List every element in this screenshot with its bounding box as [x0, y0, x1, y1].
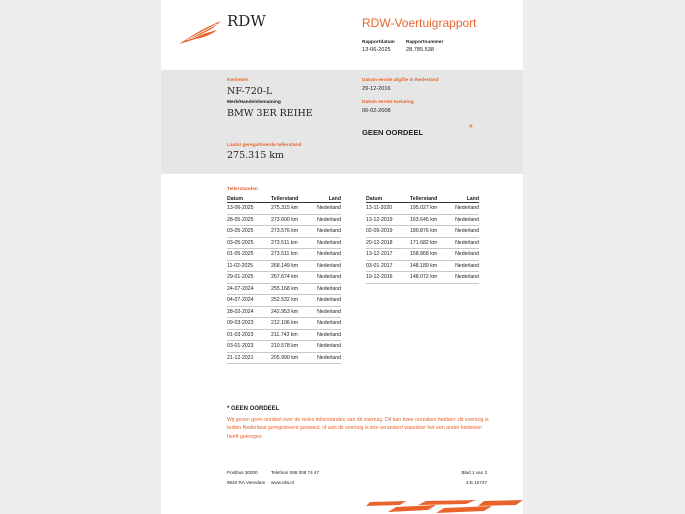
reading-country: Nederland [315, 283, 341, 295]
table-row [366, 260, 479, 272]
table-row [227, 329, 341, 341]
col-country-header: Land [315, 195, 341, 203]
report-page [161, 0, 523, 514]
report-number: 28.785.538 [406, 47, 434, 53]
decorative-stripes-icon [366, 499, 523, 514]
report-number-label: Rapportnummer [406, 40, 444, 45]
table-row [227, 249, 341, 261]
table-row [227, 272, 341, 284]
reading-country: Nederland [315, 341, 341, 353]
model-value: BMW 3ER REIHE [227, 108, 313, 119]
reading-country: Nederland [454, 237, 479, 249]
table-row [227, 341, 341, 353]
table-row [227, 260, 341, 272]
reading-country: Nederland [315, 237, 341, 249]
table-row [366, 237, 479, 249]
report-title: RDW-Voertuigrapport [362, 16, 477, 30]
note-text: Wij geven geen oordeel over de reeks tellerstanden van dit voertuig. Dit kan twee oorzaken hebben: dit voertuig is buiten Nederland geregistreerd geweest, of aan dit voertuig is iets veranderd waardoor het een ander kenteken heeft gekregen. [227, 417, 489, 440]
readings-table-right [366, 195, 479, 284]
reading-country: Nederland [454, 272, 479, 284]
footer-postbus: Postbus 30000 [227, 470, 258, 475]
table-row [366, 272, 479, 284]
col-date-header: Datum [227, 195, 271, 203]
table-row [366, 226, 479, 238]
col-odometer-header: Tellerstand [410, 195, 454, 203]
reading-country: Nederland [454, 260, 479, 272]
reading-date: 03-05-2025 [227, 226, 271, 238]
table-row [366, 203, 479, 215]
table-row [227, 283, 341, 295]
reading-odometer: 158.868 km [410, 249, 454, 261]
table-row [227, 295, 341, 307]
reading-date: 24-07-2024 [227, 283, 271, 295]
odometer-value: 275.315 km [227, 150, 285, 161]
footer-phone: Telefoon 088 008 74 47 [271, 470, 320, 475]
note-title: * GEEN OORDEEL [227, 406, 280, 412]
table-header-row [227, 195, 341, 203]
first-admission-label: Datum eerste toelating [362, 100, 414, 105]
reading-country: Nederland [315, 329, 341, 341]
reading-date: 03-01-2023 [227, 341, 271, 353]
plate-value: NF-720-L [227, 86, 273, 97]
reading-odometer: 242.953 km [271, 306, 315, 318]
table-row [227, 203, 341, 215]
reading-date: 04-07-2024 [227, 295, 271, 307]
table-row [366, 214, 479, 226]
reading-date: 13-12-2017 [366, 249, 410, 261]
reading-date: 19-12-2016 [366, 272, 410, 284]
reading-odometer: 273.576 km [271, 226, 315, 238]
table-row [227, 306, 341, 318]
table-row [227, 318, 341, 330]
model-label: Merk/Handelsbenaming [227, 100, 281, 105]
reading-date: 28-02-2024 [227, 306, 271, 318]
reading-country: Nederland [454, 203, 479, 215]
reading-country: Nederland [315, 272, 341, 284]
first-nl-value: 29-12-2016 [362, 86, 391, 92]
reading-date: 20-12-2018 [366, 237, 410, 249]
reading-date: 11-02-2025 [227, 260, 271, 272]
reading-country: Nederland [454, 214, 479, 226]
reading-odometer: 148.072 km [410, 272, 454, 284]
odometer-label: Laatst geregistreerde tellerstand [227, 143, 302, 148]
reading-odometer: 255.168 km [271, 283, 315, 295]
reading-country: Nederland [315, 295, 341, 307]
footer-page: Blad 1 van 3 [461, 470, 487, 475]
report-date: 13-06-2025 [362, 47, 391, 53]
reading-odometer: 273.511 km [271, 237, 315, 249]
reading-country: Nederland [315, 203, 341, 215]
footer-code: 3.E.10737 [466, 480, 487, 485]
reading-odometer: 273.600 km [271, 214, 315, 226]
reading-date: 01-05-2025 [227, 249, 271, 261]
reading-country: Nederland [454, 249, 479, 261]
reading-odometer: 148.189 km [410, 260, 454, 272]
reading-odometer: 273.511 km [271, 249, 315, 261]
reading-date: 13-11-2020 [366, 203, 410, 215]
reading-odometer: 205.990 km [271, 352, 315, 364]
reading-date: 21-12-2021 [227, 352, 271, 364]
reading-odometer: 195.027 km [410, 203, 454, 215]
reading-odometer: 163.645 km [410, 214, 454, 226]
reading-odometer: 211.743 km [271, 329, 315, 341]
table-row [227, 352, 341, 364]
reading-odometer: 180.876 km [410, 226, 454, 238]
reading-odometer: 252.532 km [271, 295, 315, 307]
col-odometer-header: Tellerstand [271, 195, 315, 203]
table-row [227, 237, 341, 249]
reading-date: 01-03-2023 [227, 329, 271, 341]
reading-country: Nederland [315, 260, 341, 272]
brand-name: RDW [227, 12, 266, 30]
reading-country: Nederland [454, 226, 479, 238]
reading-country: Nederland [315, 318, 341, 330]
table-row [227, 226, 341, 238]
reading-date: 29-01-2025 [227, 272, 271, 284]
reading-country: Nederland [315, 352, 341, 364]
reading-odometer: 275.315 km [271, 203, 315, 215]
vehicle-info-band [161, 70, 523, 174]
reading-date: 09-03-2023 [227, 318, 271, 330]
reading-country: Nederland [315, 226, 341, 238]
reading-odometer: 210.578 km [271, 341, 315, 353]
col-country-header: Land [454, 195, 479, 203]
verdict: GEEN OORDEEL [362, 128, 424, 137]
report-date-label: Rapportdatum [362, 40, 395, 45]
reading-odometer: 267.674 km [271, 272, 315, 284]
reading-date: 02-09-2019 [366, 226, 410, 238]
readings-table-left [227, 195, 341, 364]
footer-website: www.rdw.nl [271, 480, 294, 485]
table-header-row [366, 195, 479, 203]
reading-date: 13-12-2019 [366, 214, 410, 226]
reading-date: 03-01-2017 [366, 260, 410, 272]
readings-title: Tellerstanden [227, 187, 258, 192]
footer-city: 9640 RA Veendam [227, 480, 266, 485]
reading-odometer: 268.149 km [271, 260, 315, 272]
first-admission-value: 06-02-2008 [362, 108, 391, 114]
col-date-header: Datum [366, 195, 410, 203]
rdw-logo-icon [177, 18, 223, 46]
reading-odometer: 171.682 km [410, 237, 454, 249]
table-row [366, 249, 479, 261]
reading-odometer: 212.106 km [271, 318, 315, 330]
table-row [227, 214, 341, 226]
plate-label: Kenteken [227, 78, 249, 83]
reading-country: Nederland [315, 306, 341, 318]
reading-country: Nederland [315, 249, 341, 261]
reading-date: 13-06-2025 [227, 203, 271, 215]
first-nl-label: Datum eerste afgifte in Nederland [362, 78, 439, 83]
reading-date: 03-05-2025 [227, 237, 271, 249]
reading-date: 28-05-2025 [227, 214, 271, 226]
reading-country: Nederland [315, 214, 341, 226]
verdict-asterisk: * [469, 123, 473, 134]
